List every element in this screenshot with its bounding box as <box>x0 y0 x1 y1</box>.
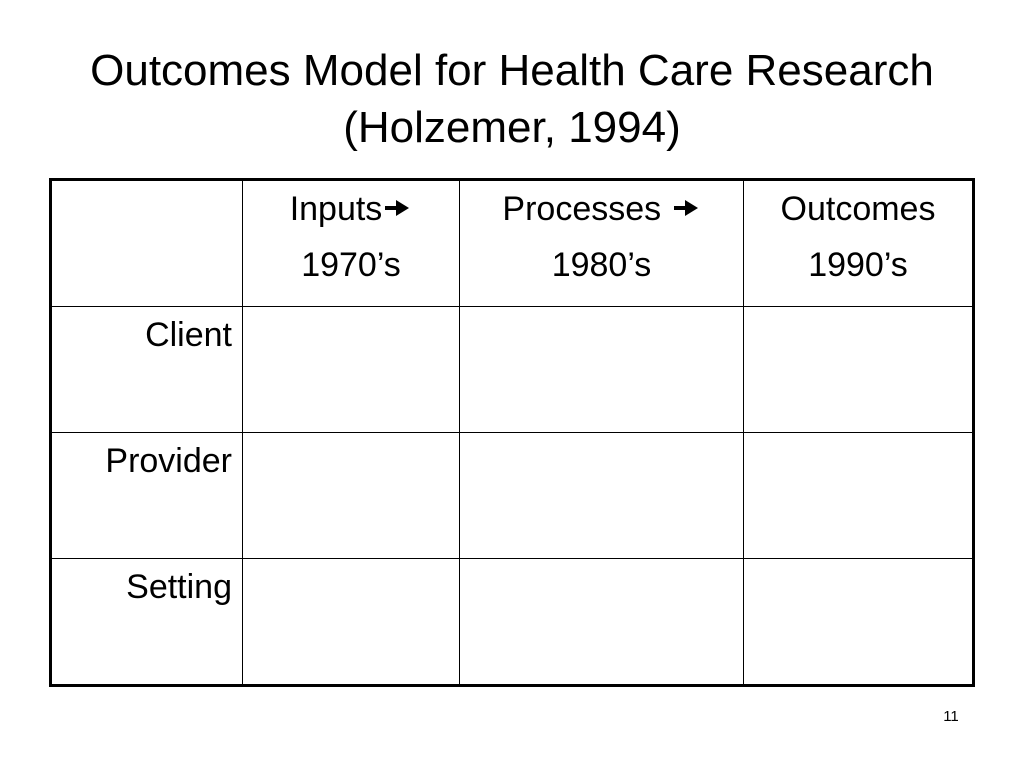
column-header-label: Outcomes <box>780 190 936 228</box>
row-label: Setting <box>126 568 232 606</box>
column-header-decade: 1980’s <box>551 246 652 284</box>
row-label: Provider <box>105 442 232 480</box>
row-label: Client <box>145 316 232 354</box>
slide-title <box>0 42 1024 156</box>
column-header-decade: 1990’s <box>808 246 908 284</box>
table-cell <box>744 307 974 433</box>
column-header-decade: 1970’s <box>301 246 401 284</box>
page-number: 11 <box>943 708 959 725</box>
column-header-inputs <box>243 180 460 307</box>
right-arrow-icon <box>382 198 412 218</box>
title-line-1: Outcomes Model for Health Care Research <box>90 46 934 95</box>
row-label-cell <box>51 433 243 559</box>
title-line-2: (Holzemer, 1994) <box>343 103 681 152</box>
corner-cell <box>51 180 243 307</box>
table-cell <box>460 433 744 559</box>
column-header-processes <box>460 180 744 307</box>
column-header-label: Inputs <box>289 190 383 228</box>
column-header-outcomes <box>744 180 974 307</box>
column-header-label: Processes <box>502 190 662 228</box>
table-row-provider <box>51 433 974 559</box>
table-row-client <box>51 307 974 433</box>
table-header-row <box>51 180 974 307</box>
right-arrow-icon <box>671 198 701 218</box>
table-cell <box>744 559 974 686</box>
table-cell <box>243 559 460 686</box>
table-cell <box>460 307 744 433</box>
outcomes-model-table <box>49 178 975 687</box>
table-cell <box>460 559 744 686</box>
table-cell <box>243 433 460 559</box>
table-cell <box>243 307 460 433</box>
row-label-cell <box>51 559 243 686</box>
row-label-cell <box>51 307 243 433</box>
table-row-setting <box>51 559 974 686</box>
table-cell <box>744 433 974 559</box>
